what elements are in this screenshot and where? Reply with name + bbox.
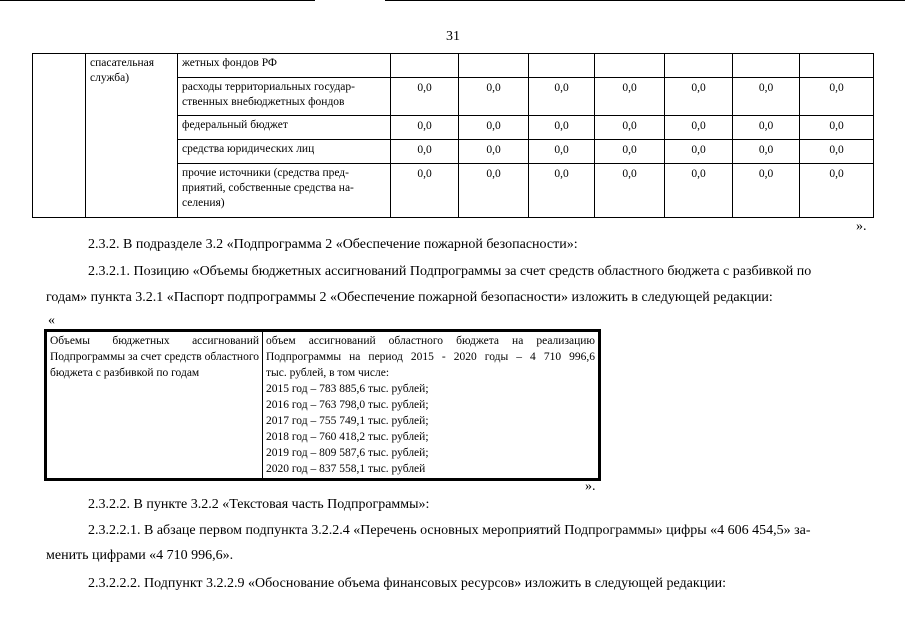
table-cell-value: 0,0 — [391, 164, 459, 218]
top-border-line — [385, 0, 905, 1]
table-cell-value: 0,0 — [459, 78, 529, 116]
table-cell-value: 0,0 — [391, 78, 459, 116]
table-cell-value: 0,0 — [733, 164, 800, 218]
passport-line: 2019 год – 809 587,6 тыс. рублей; — [266, 447, 429, 459]
table-cell-value: 0,0 — [733, 78, 800, 116]
table-cell-value: 0,0 — [529, 78, 595, 116]
table-cell-value: 0,0 — [800, 140, 874, 164]
paragraph-2-3-2-2-1-line2: менить цифрами «4 710 996,6». — [46, 548, 234, 563]
passport-line: тыс. рублей, в том числе: — [266, 367, 390, 379]
passport-line: 2015 год – 783 885,6 тыс. рублей; — [266, 383, 429, 395]
table-cell-value — [529, 54, 595, 78]
table-cell-value: 0,0 — [665, 78, 733, 116]
table-cell-program-label: спасательная служба) — [86, 54, 178, 218]
table-closing-quote: ». — [856, 219, 867, 234]
table-cell-value: 0,0 — [459, 116, 529, 140]
table-cell-value: 0,0 — [595, 164, 665, 218]
paragraph-2-3-2-2: 2.3.2.2. В пункте 3.2.2 «Текстовая часть Подпрограммы»: — [88, 497, 430, 512]
table-cell-value — [733, 54, 800, 78]
table-cell-value: 0,0 — [800, 116, 874, 140]
passport-line: 2020 год – 837 558,1 тыс. рублей — [266, 463, 426, 475]
table-cell-value — [595, 54, 665, 78]
table-cell-value: 0,0 — [595, 78, 665, 116]
passport-line: Подпрограммы на период 2015 - 2020 годы – 4 710 996,6 — [266, 351, 595, 363]
page-number: 31 — [446, 29, 460, 44]
passport-value-cell — [263, 332, 599, 479]
paragraph-2-3-2-2-1-line1: 2.3.2.2.1. В абзаце первом подпункта 3.2.2.4 «Перечень основных мероприятий Подпрограммы» цифры «4 606 454,5» за- — [88, 523, 811, 538]
table-cell-source: жетных фондов РФ — [178, 54, 391, 78]
table-cell-value: 0,0 — [733, 116, 800, 140]
passport-line: объем ассигнований областного бюджета на реализацию — [266, 335, 595, 347]
paragraph-2-3-2-2-2: 2.3.2.2.2. Подпункт 3.2.2.9 «Обоснование объема финансовых ресурсов» изложить в следующей редакции: — [88, 576, 727, 591]
passport-opening-quote: « — [48, 313, 55, 328]
table-cell-value: 0,0 — [529, 164, 595, 218]
table-cell-value: 0,0 — [595, 140, 665, 164]
top-border-line — [0, 0, 315, 1]
table-cell-value — [800, 54, 874, 78]
table-cell-source: средства юридических лиц — [178, 140, 391, 164]
table-cell-value — [665, 54, 733, 78]
table-cell-source: федеральный бюджет — [178, 116, 391, 140]
table-cell-value: 0,0 — [800, 78, 874, 116]
passport-label-cell: Объемы бюджетных ассигнований Подпрограммы за счет средств областного бюджета с разбивкой по годам — [47, 332, 263, 479]
table-cell-value: 0,0 — [459, 164, 529, 218]
table-cell-value: 0,0 — [529, 140, 595, 164]
table-cell-value — [391, 54, 459, 78]
table-cell-value: 0,0 — [391, 116, 459, 140]
table-cell-source: расходы территориальных государ-ственных внебюджетных фондов — [178, 78, 391, 116]
table-cell-value: 0,0 — [529, 116, 595, 140]
passport-line: 2016 год – 763 798,0 тыс. рублей; — [266, 399, 429, 411]
passport-closing-quote: ». — [585, 479, 596, 494]
table-cell-value: 0,0 — [665, 140, 733, 164]
table-row — [33, 54, 874, 78]
passport-line: 2017 год – 755 749,1 тыс. рублей; — [266, 415, 429, 427]
table-cell-value: 0,0 — [733, 140, 800, 164]
paragraph-2-3-2-1-line1: 2.3.2.1. Позицию «Объемы бюджетных ассигнований Подпрограммы за счет средств областного бюджета с разбивкой по — [88, 264, 812, 279]
paragraph-2-3-2-1-line2: годам» пункта 3.2.1 «Паспорт подпрограммы 2 «Обеспечение пожарной безопасности» изложить в следующей редакции: — [46, 290, 773, 305]
table-cell-value: 0,0 — [665, 116, 733, 140]
table-cell-value: 0,0 — [595, 116, 665, 140]
table-cell-source: прочие источники (средства пред-приятий, собственные средства на-селения) — [178, 164, 391, 218]
budget-sources-table — [32, 53, 874, 218]
passport-table — [46, 331, 599, 479]
passport-line: 2018 год – 760 418,2 тыс. рублей; — [266, 431, 429, 443]
table-cell-value: 0,0 — [391, 140, 459, 164]
paragraph-2-3-2: 2.3.2. В подразделе 3.2 «Подпрограмма 2 «Обеспечение пожарной безопасности»: — [88, 237, 578, 252]
table-cell-value — [459, 54, 529, 78]
table-cell-value: 0,0 — [800, 164, 874, 218]
table-cell-value: 0,0 — [459, 140, 529, 164]
table-cell-value: 0,0 — [665, 164, 733, 218]
table-row — [47, 332, 599, 479]
table-cell-empty — [33, 54, 86, 218]
